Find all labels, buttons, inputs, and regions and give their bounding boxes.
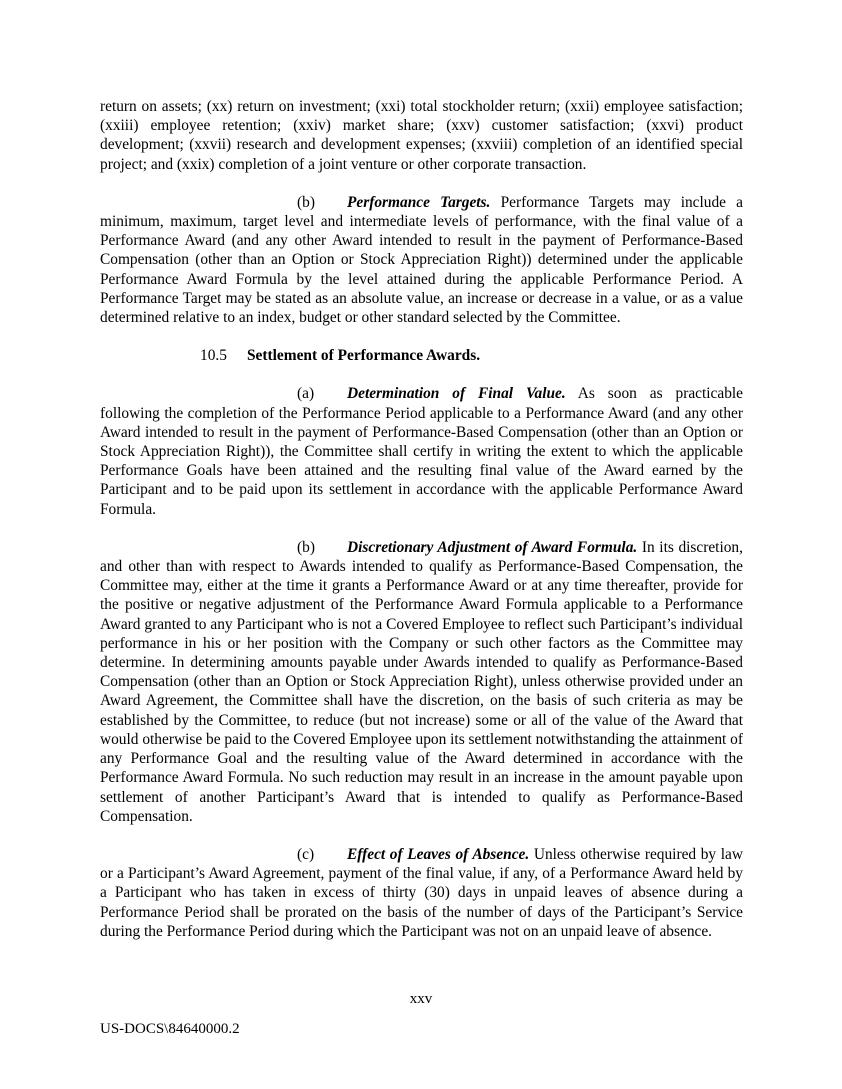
- document-body: [100, 97, 743, 960]
- performance-targets-title: Performance Targets.: [347, 193, 491, 211]
- section-title: Settlement of Performance Awards.: [247, 347, 481, 365]
- final-value-text: As soon as practicable following the completion of the Performance Period applicable to a Performance Award (and any other Award intended to result in the payment of Performance-Based Compensation (other than an Option or Stock Appreciation Right)), the Committee shall certify in writing the extent to which the applicable Performance Goals have been attained and the resulting final value of the Award earned by the Participant and to be paid upon its settlement in accordance with the applicable Performance Award Formula.: [100, 385, 744, 518]
- leaves-text: Unless otherwise required by law or a Participant’s Award Agreement, payment of the final value, if any, of a Performance Award held by a Participant who has taken in excess of thirty (30) days in unpaid leaves of absence during a Performance Period shall be prorated on the basis of the number of days of the Participant’s Service during the Performance Period during which the Participant was not on an unpaid leave of absence.: [100, 845, 743, 940]
- performance-targets-text: Performance Targets may include a minimum, maximum, target level and intermediate levels of performance, with the final value of a Performance Award (and any other Award intended to result in the payment of Performance-Based Compensation (other than an Option or Stock Appreciation Right)) determined under the applicable Performance Award Formula by the level attained during the applicable Performance Period. A Performance Target may be stated as an absolute value, an increase or decrease in a value, or as a value determined relative to an index, budget or other standard selected by the Committee.: [100, 193, 743, 327]
- discretionary-text: In its discretion, and other than with respect to Awards intended to qualify as Performance-Based Compensation, the Committee may, either at the time it grants a Performance Award or at any time thereafter, provide for the positive or negative adjustment of the Performance Award Formula applicable to a Performance Award granted to any Participant who is not a Covered Employee to reflect such Participant’s individual performance in his or her position with the Company or such other factors as the Committee may determine. In determining amounts payable under Awards intended to qualify as Performance-Based Compensation (other than an Option or Stock Appreciation Right), unless otherwise provided under an Award Agreement, the Committee shall have the discretion, on the basis of such criteria as may be established by the Committee, to reduce (but not increase) some or all of the value of the Award that would otherwise be paid to the Covered Employee upon its settlement notwithstanding the attainment of any Performance Goal and the resulting value of the Award determined in accordance with the Performance Award Formula. No such reduction may result in an increase in the amount payable upon settlement of another Participant’s Award that is intended to qualify as Performance-Based Compensation.: [100, 538, 743, 825]
- section-number: 10.5: [200, 347, 227, 365]
- document-footer-id: US-DOCS\84640000.2: [100, 1021, 240, 1037]
- leaves-label: (c): [297, 845, 315, 863]
- section-heading: [100, 346, 743, 365]
- final-value-paragraph: [100, 384, 743, 518]
- discretionary-paragraph: [100, 538, 743, 826]
- leaves-title: Effect of Leaves of Absence.: [347, 845, 530, 863]
- final-value-label: (a): [297, 385, 315, 403]
- final-value-title: Determination of Final Value.: [347, 385, 566, 403]
- page-number: xxv: [409, 991, 433, 1007]
- intro-paragraph: return on assets; (xx) return on investment; (xxi) total stockholder return; (xxii) employee satisfaction; (xxiii) employee retention; (xxiv) market share; (xxv) customer satisfaction; (xxvi) product development; (xxvii) research and development expenses; (xxviii) completion of an identified special project; and (xxix) completion of a joint venture or other corporate transaction.: [100, 98, 743, 173]
- discretionary-label: (b): [297, 538, 315, 556]
- performance-targets-label: (b): [297, 193, 315, 211]
- performance-targets-paragraph: [100, 193, 743, 327]
- leaves-paragraph: [100, 845, 743, 941]
- discretionary-title: Discretionary Adjustment of Award Formula.: [347, 538, 638, 556]
